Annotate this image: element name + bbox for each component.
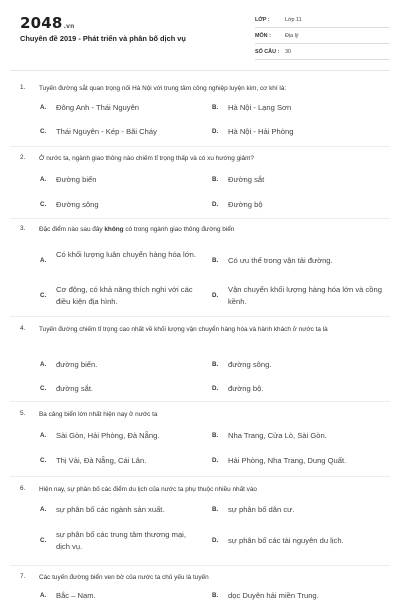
meta-row-count <box>255 44 390 60</box>
option-text: sự phân bố các ngành sản xuất. <box>56 505 165 514</box>
option-text: sự phân bố dân cư. <box>228 505 295 514</box>
meta-table <box>255 12 390 60</box>
question-text-part: Đặc điểm nào sau đây <box>39 226 105 233</box>
question-number: 2. <box>20 154 26 161</box>
option-text: Đường biển <box>56 175 97 184</box>
option-text: Vận chuyển khối lượng hàng hóa lớn và cồng kềnh. <box>228 285 382 306</box>
option-letter: B. <box>212 432 219 439</box>
option-letter: A. <box>40 432 47 439</box>
question-text: Hiện nay, sự phân bố các điểm du lịch của nước ta phụ thuộc nhiều nhất vào <box>39 486 257 493</box>
question-text: Ba cảng biển lớn nhất hiện nay ở nước ta <box>39 411 158 418</box>
question-divider <box>10 218 390 219</box>
option-letter: A. <box>40 506 47 513</box>
option-text: dọc Duyên hải miền Trung. <box>228 591 319 600</box>
option-letter: B. <box>212 176 219 183</box>
option-letter: B. <box>212 592 219 599</box>
option-letter: C. <box>40 292 47 299</box>
option-letter: B. <box>212 361 219 368</box>
document-title: Chuyên đề 2019 - Phát triển và phân bố dịch vụ <box>20 34 186 43</box>
question-text-part: có trong ngành giao thông đường biển <box>123 226 235 233</box>
meta-row-subject <box>255 28 390 44</box>
option-text: Đường sông <box>56 200 99 209</box>
question-number: 7. <box>20 573 26 580</box>
question-divider <box>10 316 390 317</box>
option-letter: D. <box>212 385 219 392</box>
option-letter: C. <box>40 201 47 208</box>
question-number: 6. <box>20 485 26 492</box>
question-text: Ở nước ta, ngành giao thông nào chiếm tỉ trọng thấp và có xu hướng giảm? <box>39 155 254 162</box>
option-text: Thái Nguyên - Kép - Bãi Cháy <box>56 127 157 136</box>
question-divider <box>10 146 390 147</box>
question-text <box>39 225 389 235</box>
question-text: Các tuyến đường biển ven bờ của nước ta chủ yếu là tuyến <box>39 574 209 581</box>
question-number: 1. <box>20 84 26 91</box>
option-text: Thị Vải, Đà Nẵng, Cái Lân. <box>56 456 147 465</box>
option-text: đường sông. <box>228 360 272 369</box>
option-letter: B. <box>212 506 219 513</box>
question-text: Tuyến đường chiếm tỉ trọng cao nhất về khối lượng vận chuyển hàng hóa và hành khách ở nước ta là <box>39 326 328 333</box>
option-letter: C. <box>40 537 47 544</box>
option-text: Đường bộ <box>228 200 263 209</box>
meta-label: SỐ CÂU : <box>255 49 280 55</box>
question-number: 3. <box>20 225 26 232</box>
option-letter: B. <box>212 104 219 111</box>
option-letter: C. <box>40 385 47 392</box>
meta-value: Địa lý <box>285 33 299 39</box>
option-text: Cơ động, có khả năng thích nghi với các điều kiện địa hình. <box>56 285 193 306</box>
option-letter: C. <box>40 128 47 135</box>
option-text: Nha Trang, Cửa Lò, Sài Gòn. <box>228 431 327 440</box>
option-letter: D. <box>212 457 219 464</box>
option-text: Hà Nội - Hải Phòng <box>228 127 294 136</box>
option-letter: A. <box>40 592 47 599</box>
question-divider <box>10 401 390 402</box>
option-letter: D. <box>212 537 219 544</box>
meta-label: LỚP : <box>255 17 270 23</box>
option-letter: B. <box>212 257 219 264</box>
option-letter: A. <box>40 176 47 183</box>
option-text: Bắc – Nam. <box>56 591 96 600</box>
option-text: Đông Anh - Thái Nguyên <box>56 103 140 112</box>
question-text-emphasis: không <box>104 226 124 233</box>
option-text: đường bộ. <box>228 384 264 393</box>
option-text: sự phân bố các trung tâm thương mại, dịch vụ. <box>56 530 186 551</box>
meta-value: 30 <box>285 49 291 55</box>
option-text: Hải Phòng, Nha Trang, Dung Quất. <box>228 456 347 465</box>
document-header <box>0 0 400 70</box>
header-divider <box>10 70 390 71</box>
logo-suffix: .vn <box>63 23 75 30</box>
option-letter: A. <box>40 104 47 111</box>
site-logo[interactable] <box>20 14 75 32</box>
option-text: đường sắt. <box>56 384 94 393</box>
option-letter: D. <box>212 201 219 208</box>
option-letter: C. <box>40 457 47 464</box>
question-divider <box>10 476 390 477</box>
question-text: Tuyến đường sắt quan trọng nối Hà Nội với trung tâm công nghiệp luyện kim, cơ khí là: <box>39 85 287 92</box>
logo-text: 2048 <box>20 14 63 32</box>
option-text: đường biển. <box>56 360 98 369</box>
meta-label: MÔN : <box>255 33 271 39</box>
question-number: 5. <box>20 410 26 417</box>
option-letter: D. <box>212 128 219 135</box>
option-text: Sài Gòn, Hải Phòng, Đà Nẵng. <box>56 431 160 440</box>
option-text: Có ưu thế trong vận tải đường. <box>228 256 333 265</box>
option-letter: A. <box>40 361 47 368</box>
question-divider <box>10 565 390 566</box>
option-text: Có khối lượng luân chuyển hàng hóa lớn. <box>56 250 197 259</box>
meta-value: Lớp 11 <box>285 17 302 23</box>
option-letter: D. <box>212 292 219 299</box>
option-text: Hà Nội - Lạng Sơn <box>228 103 292 112</box>
option-text: Đường sắt <box>228 175 265 184</box>
option-text: sự phân bố các tài nguyên du lịch. <box>228 536 344 545</box>
option-letter: A. <box>40 257 47 264</box>
meta-row-class <box>255 12 390 28</box>
question-number: 4. <box>20 325 26 332</box>
